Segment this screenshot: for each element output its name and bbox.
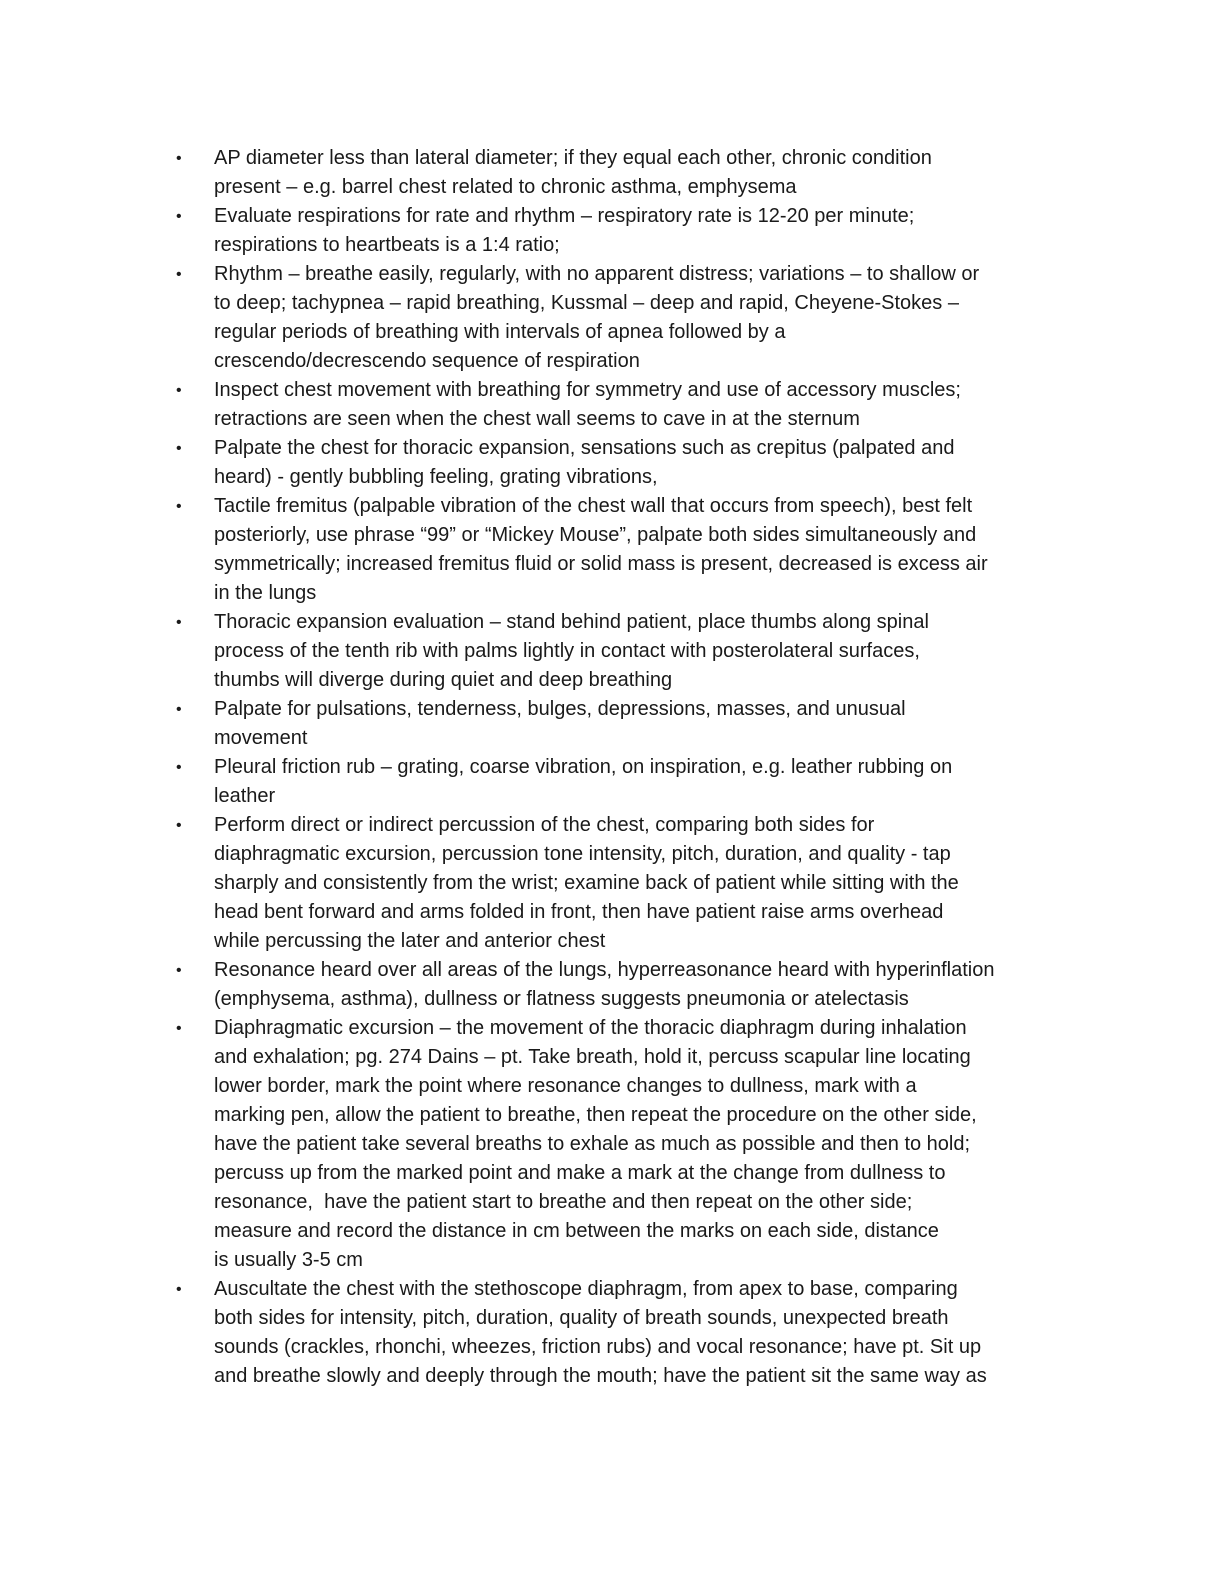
bullet-dot-icon: • bbox=[176, 440, 182, 457]
list-item-text-line: heard) - gently bubbling feeling, grating vibrations, bbox=[214, 466, 658, 488]
list-item-text-line: Palpate the chest for thoracic expansion, sensations such as crepitus (palpated and bbox=[214, 437, 955, 459]
list-item-text-line: Perform direct or indirect percussion of the chest, comparing both sides for bbox=[214, 814, 875, 836]
list-item-text-line: retractions are seen when the chest wall seems to cave in at the sternum bbox=[214, 408, 860, 430]
list-item-text-line: (emphysema, asthma), dullness or flatness suggests pneumonia or atelectasis bbox=[214, 988, 909, 1010]
list-item-text-line: measure and record the distance in cm between the marks on each side, distance bbox=[214, 1220, 939, 1242]
list-item bbox=[176, 608, 1074, 695]
list-item bbox=[176, 956, 1074, 1014]
list-item-text-line: movement bbox=[214, 727, 308, 749]
list-item-text-line: Diaphragmatic excursion – the movement of the thoracic diaphragm during inhalation bbox=[214, 1017, 967, 1039]
list-item bbox=[176, 492, 1074, 608]
list-item-text-line: leather bbox=[214, 785, 276, 807]
list-item-text-line: resonance, have the patient start to breathe and then repeat on the other side; bbox=[214, 1191, 913, 1213]
list-item-text-line: and breathe slowly and deeply through the mouth; have the patient sit the same way as bbox=[214, 1365, 987, 1387]
list-item-text-line: Resonance heard over all areas of the lungs, hyperreasonance heard with hyperinflation bbox=[214, 959, 995, 981]
list-item-text-line: Thoracic expansion evaluation – stand behind patient, place thumbs along spinal bbox=[214, 611, 929, 633]
list-item-text-line: Palpate for pulsations, tenderness, bulges, depressions, masses, and unusual bbox=[214, 698, 906, 720]
list-item-text-line: lower border, mark the point where resonance changes to dullness, mark with a bbox=[214, 1075, 917, 1097]
list-item-text-line: posteriorly, use phrase “99” or “Mickey Mouse”, palpate both sides simultaneously and bbox=[214, 524, 977, 546]
list-item-text-line: process of the tenth rib with palms lightly in contact with posterolateral surfaces, bbox=[214, 640, 920, 662]
list-item-text-line: Inspect chest movement with breathing for symmetry and use of accessory muscles; bbox=[214, 379, 961, 401]
bullet-dot-icon: • bbox=[176, 614, 182, 631]
bullet-dot-icon: • bbox=[176, 1281, 182, 1298]
list-item bbox=[176, 695, 1074, 753]
list-item-text-line: sharply and consistently from the wrist; examine back of patient while sitting with the bbox=[214, 872, 959, 894]
list-item-text-line: AP diameter less than lateral diameter; if they equal each other, chronic condition bbox=[214, 147, 932, 169]
list-item-text-line: and exhalation; pg. 274 Dains – pt. Take breath, hold it, percuss scapular line locating bbox=[214, 1046, 971, 1068]
bullet-dot-icon: • bbox=[176, 817, 182, 834]
list-item-text-line: percuss up from the marked point and make a mark at the change from dullness to bbox=[214, 1162, 946, 1184]
list-item-text-line: regular periods of breathing with intervals of apnea followed by a bbox=[214, 321, 786, 343]
list-item-text-line: is usually 3-5 cm bbox=[214, 1249, 363, 1271]
bullet-list bbox=[176, 144, 1074, 1391]
list-item bbox=[176, 753, 1074, 811]
list-item bbox=[176, 811, 1074, 956]
list-item bbox=[176, 1014, 1074, 1275]
list-item-text-line: Evaluate respirations for rate and rhythm – respiratory rate is 12-20 per minute; bbox=[214, 205, 915, 227]
list-item-text-line: in the lungs bbox=[214, 582, 317, 604]
list-item bbox=[176, 434, 1074, 492]
list-item-text-line: while percussing the later and anterior chest bbox=[214, 930, 606, 952]
list-item-text-line: respirations to heartbeats is a 1:4 ratio; bbox=[214, 234, 560, 256]
list-item-text-line: Auscultate the chest with the stethoscope diaphragm, from apex to base, comparing bbox=[214, 1278, 958, 1300]
list-item bbox=[176, 260, 1074, 376]
list-item-text-line: thumbs will diverge during quiet and deep breathing bbox=[214, 669, 673, 691]
bullet-dot-icon: • bbox=[176, 150, 182, 167]
list-item-text-line: present – e.g. barrel chest related to chronic asthma, emphysema bbox=[214, 176, 797, 198]
bullet-dot-icon: • bbox=[176, 1020, 182, 1037]
list-item-text-line: both sides for intensity, pitch, duration, quality of breath sounds, unexpected breath bbox=[214, 1307, 949, 1329]
bullet-dot-icon: • bbox=[176, 382, 182, 399]
list-item-text-line: diaphragmatic excursion, percussion tone intensity, pitch, duration, and quality - tap bbox=[214, 843, 951, 865]
list-item-text-line: Pleural friction rub – grating, coarse vibration, on inspiration, e.g. leather rubbing on bbox=[214, 756, 953, 778]
list-item-text-line: crescendo/decrescendo sequence of respiration bbox=[214, 350, 640, 372]
bullet-dot-icon: • bbox=[176, 962, 182, 979]
bullet-dot-icon: • bbox=[176, 701, 182, 718]
list-item-text-line: sounds (crackles, rhonchi, wheezes, friction rubs) and vocal resonance; have pt. Sit up bbox=[214, 1336, 982, 1358]
list-item-text-line: marking pen, allow the patient to breathe, then repeat the procedure on the other side, bbox=[214, 1104, 977, 1126]
bullet-dot-icon: • bbox=[176, 266, 182, 283]
list-item-text-line: Rhythm – breathe easily, regularly, with no apparent distress; variations – to shallow or bbox=[214, 263, 980, 285]
list-item-text-line: to deep; tachypnea – rapid breathing, Kussmal – deep and rapid, Cheyene-Stokes – bbox=[214, 292, 959, 314]
list-item bbox=[176, 144, 1074, 202]
list-item bbox=[176, 376, 1074, 434]
list-item-text-line: head bent forward and arms folded in front, then have patient raise arms overhead bbox=[214, 901, 944, 923]
bullet-dot-icon: • bbox=[176, 498, 182, 515]
list-item-text-line: Tactile fremitus (palpable vibration of the chest wall that occurs from speech), best felt bbox=[214, 495, 973, 517]
list-item-text-line: symmetrically; increased fremitus fluid or solid mass is present, decreased is excess air bbox=[214, 553, 988, 575]
bullet-dot-icon: • bbox=[176, 759, 182, 776]
list-item-text-line: have the patient take several breaths to exhale as much as possible and then to hold; bbox=[214, 1133, 971, 1155]
list-item bbox=[176, 202, 1074, 260]
bullet-dot-icon: • bbox=[176, 208, 182, 225]
list-item bbox=[176, 1275, 1074, 1391]
